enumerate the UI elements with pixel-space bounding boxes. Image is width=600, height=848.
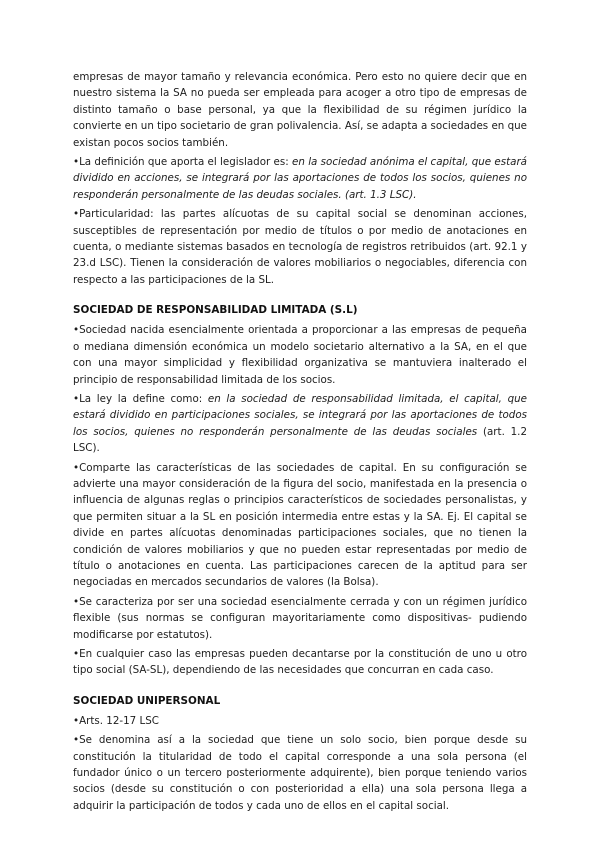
sl-paragraph-1: •Sociedad nacida esencialmente orientada a proporcionar a las empresas de pequeña o mediana dimensión económica un modelo societario alternativo a la SA, en el que con una mayor simplicidad y flexibilidad organizativa se mantuviera inalterado el principio de responsabilidad limitada de los socios. (73, 324, 527, 386)
sl-paragraph-4: •Se caracteriza por ser una sociedad esencialmente cerrada y con un régimen jurídico flexible (sus normas se configuran mayoritariamente como dispositivas- pudiendo modificarse por estatutos). (73, 595, 527, 641)
sa-definition-quote: en la sociedad anónima el capital, que estará dividido en acciones, se integrará por las aportaciones de todos los socios, quienes no responderán personalmente de las deudas sociales. (art. 1.3 LSC). (73, 156, 527, 201)
sl-definition-lead: •La ley la define como: (73, 392, 208, 405)
su-heading: SOCIEDAD UNIPERSONAL (73, 694, 221, 707)
sl-paragraph-3: •Comparte las características de las sociedades de capital. En su configuración se advierte una mayor consideración de la figura del socio, manifestada en la presencia o influencia de algunas reglas o principios característicos de sociedades personalistas, y que permiten situar a la SL en posición intermedia entre estas y la SA. Ej. El capital se divide en partes alícuotas denominadas participaciones sociales, que no tienen la condición de valores mobiliarios y que no pueden estar representadas por medio de título o anotaciones en cuenta. Las participaciones carecen de la aptitud para ser negociadas en mercados secundarios de valores (la Bolsa). (73, 461, 527, 589)
sl-definition-paragraph (73, 391, 527, 457)
intro-paragraph: empresas de mayor tamaño y relevancia económica. Pero esto no quiere decir que en nuestro sistema la SA no pueda ser empleada para acoger a otro tipo de empresas de distinto tamaño o base personal, ya que la flexibilidad de su régimen jurídico la convierte en un tipo societario de gran polivalencia. Así, se adapta a sociedades en que existan pocos socios también. (73, 71, 527, 149)
sa-definition-lead: •La definición que aporta el legislador es: (73, 156, 293, 169)
su-paragraph-2: •Se denomina así a la sociedad que tiene un solo socio, bien porque desde su constitución la titularidad de todo el capital corresponde a una sola persona (el fundador único o un tercero posteriormente adquirente), bien porque teniendo varios socios (desde su constitución o con posterioridad a ella) una sola persona llega a adquirir la participación de todos y cada uno de ellos en el capital social. (73, 734, 527, 812)
sl-definition-tail: (art. 1.2 LSC). (73, 425, 528, 455)
su-paragraph-1: •Arts. 12-17 LSC (73, 714, 159, 727)
sl-heading: SOCIEDAD DE RESPONSABILIDAD LIMITADA (S.L) (73, 304, 358, 317)
sa-definition-paragraph (73, 154, 527, 203)
sa-particularity-paragraph: •Particularidad: las partes alícuotas de su capital social se denominan acciones, susceptibles de representación por medio de títulos o por medio de anotaciones en cuenta, o mediante sistemas basados en tecnología de registros retribuidos (art. 92.1 y 23.d LSC). Tienen la consideración de valores mobiliarios o negociables, diferencia con respecto a las participaciones de la SL. (73, 208, 527, 286)
sl-definition-quote: en la sociedad de responsabilidad limitada, el capital, que estará dividido en participaciones sociales, se integrará por las aportaciones de todos los socios, quienes no responderán personalmente de las deudas sociales (73, 392, 527, 438)
sl-paragraph-5: •En cualquier caso las empresas pueden decantarse por la constitución de uno u otro tipo social (SA-SL), dependiendo de las necesidades que concurran en cada caso. (73, 648, 527, 677)
